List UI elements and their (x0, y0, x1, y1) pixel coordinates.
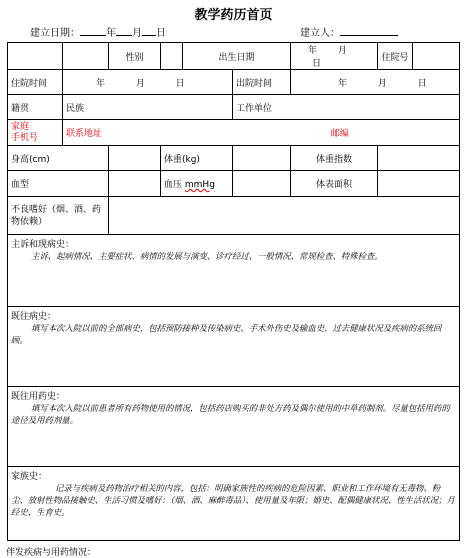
chief-complaint-body: 主诉、起病情况、主要症状、病情的发展与演变、诊疗经过、一般情况、常规检查、特殊检查。 (31, 251, 383, 261)
origin-label: 籍贯 (8, 95, 63, 120)
creator-blank[interactable] (340, 25, 398, 36)
row-origin (8, 95, 460, 120)
month-label: 月 (132, 28, 142, 39)
height-value[interactable] (109, 146, 161, 171)
record-table (7, 42, 460, 541)
birth-month: 月 (337, 46, 347, 56)
weight-value[interactable] (233, 146, 291, 171)
row-basic (8, 43, 460, 70)
creation-date (30, 24, 166, 39)
body-surface-value[interactable] (378, 171, 460, 197)
chief-complaint-heading: 主诉和现病史： (11, 240, 75, 250)
weight-index-label: 体重指数 (291, 146, 378, 171)
birth-date-value[interactable] (291, 43, 378, 70)
creator-label: 建立人： (300, 28, 340, 39)
ward-no-label: 住院号 (378, 43, 413, 70)
family-history-section[interactable] (8, 467, 460, 541)
ethnicity-cell[interactable] (63, 95, 233, 120)
discharge-day: 日 (417, 78, 427, 89)
habits-value[interactable] (109, 197, 460, 235)
height-label: 身高(cm) (8, 146, 109, 171)
row-habits (8, 197, 460, 235)
row-family-history (8, 467, 460, 541)
ward-no-value[interactable] (413, 43, 460, 70)
weight-label: 体重(kg) (161, 146, 233, 171)
gender-label: 性别 (109, 43, 161, 70)
year-blank[interactable] (80, 25, 106, 36)
postcode-label: 邮编 (330, 129, 349, 139)
blood-type-value[interactable] (109, 171, 161, 197)
address-label: 联系地址 (66, 129, 103, 139)
past-history-section[interactable] (8, 307, 460, 387)
row-blood (8, 171, 460, 197)
blood-type-label: 血型 (8, 171, 109, 197)
body-surface-label: 体表面积 (291, 171, 378, 197)
day-label: 日 (156, 28, 166, 39)
medication-history-heading: 既往用药史： (11, 392, 66, 402)
ethnicity-label: 民族 (66, 103, 85, 114)
family-label: 家庭 (11, 121, 30, 132)
phone-label: 手机号 (11, 132, 39, 143)
family-history-body: 记录与疾病及药物治疗相关的内容，包括：明确家族性的疾病的危险因素、职业和工作环境有无毒物、粉尘、放射性物品接触史、生活习惯及嗜好：（烟、酒、麻醉毒品）、使用量及年限；婚史、配偶健康状况、性生活状况；月经史、生育史。 (11, 483, 455, 517)
past-history-body: 填写本次入院以前的全部病史，包括预防接种及传染病史、手术外伤史及输血史、过去健康状况及疾病的系统回顾。 (11, 323, 442, 345)
family-phone-label (8, 120, 63, 146)
work-unit-cell[interactable] (233, 95, 460, 120)
year-label: 年 (106, 28, 116, 39)
row-medication-history (8, 387, 460, 467)
birth-day: 日 (312, 59, 322, 69)
chief-complaint-section[interactable] (8, 235, 460, 307)
creator (300, 24, 398, 39)
creation-date-label: 建立日期： (30, 28, 80, 39)
admit-day: 日 (175, 78, 185, 89)
month-blank[interactable] (116, 25, 132, 36)
admit-year: 年 (96, 78, 106, 89)
address-cell[interactable] (63, 120, 460, 146)
discharge-month: 月 (377, 78, 387, 89)
birth-year: 年 (308, 46, 318, 56)
admit-month: 月 (135, 78, 145, 89)
discharge-time-label: 出院时间 (233, 70, 291, 95)
weight-index-value[interactable] (378, 146, 460, 171)
row-body (8, 146, 460, 171)
row-admission (8, 70, 460, 95)
discharge-year: 年 (338, 78, 348, 89)
admit-time-value[interactable] (63, 70, 233, 95)
bp-unit: mmHg (184, 180, 215, 190)
day-blank[interactable] (142, 25, 156, 36)
row-contact (8, 120, 460, 146)
row-past-history (8, 307, 460, 387)
name-cell[interactable] (8, 43, 63, 70)
family-history-heading: 家族史： (11, 472, 48, 482)
name-value-cell[interactable] (63, 43, 109, 70)
past-history-heading: 既往病史： (11, 312, 57, 322)
habits-label: 不良嗜好（烟、酒、药物依赖） (8, 197, 109, 235)
bp-text: 血压 (164, 180, 183, 190)
medication-history-body: 填写本次入院以前患者所有药物使用的情况，包括药店购买的非处方药及偶尔使用的中草药制剂。尽量包括用药的途径及用药剂量。 (11, 403, 450, 425)
medication-history-section[interactable] (8, 387, 460, 467)
row-chief-complaint (8, 235, 460, 307)
discharge-time-value[interactable] (291, 70, 460, 95)
bp-value[interactable] (233, 171, 291, 197)
comorbidity-heading: 伴发疾病与用药情况： (6, 548, 97, 558)
birth-date-label: 出生日期 (183, 43, 291, 70)
work-unit-label: 工作单位 (236, 103, 273, 114)
gender-value[interactable] (161, 43, 183, 70)
page-title: 教学药历首页 (194, 8, 273, 23)
bp-label (161, 171, 233, 197)
admit-time-label: 住院时间 (8, 70, 63, 95)
